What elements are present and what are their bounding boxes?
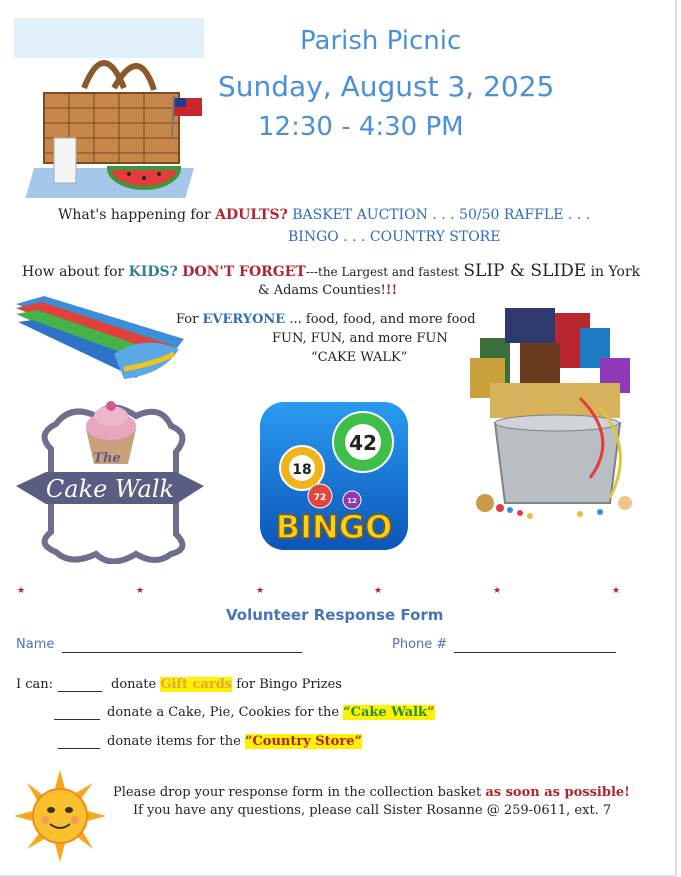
kids-mid: ---the Largest and fastest — [305, 265, 459, 279]
footer-contact: If you have any questions, please call Sister Rosanne @ 259-0611, ext. 7 — [133, 803, 612, 818]
picnic-basket-icon — [14, 18, 214, 198]
adults-emphasis: ADULTS? — [215, 207, 288, 223]
adults-line-1 — [58, 207, 590, 223]
event-time: 12:30 - 4:30 PM — [258, 112, 464, 142]
divider-star: ★ — [256, 586, 265, 596]
opt2-pre: donate a Cake, Pie, Cookies for the — [107, 705, 340, 720]
divider-star: ★ — [17, 586, 26, 596]
everyone-line-1 — [176, 312, 476, 327]
slip-slide-icon — [14, 294, 186, 384]
adults-activities-1: BASKET AUCTION . . . 50/50 RAFFLE . . . — [292, 207, 591, 223]
gift-cards-blank[interactable] — [58, 690, 102, 692]
cake-walk-blank[interactable] — [54, 718, 100, 720]
slip-and-slide: SLIP & SLIDE — [463, 261, 587, 281]
opt3-pre: donate items for the — [107, 734, 241, 749]
kids-line-1 — [22, 261, 640, 281]
i-can-label: I can: — [16, 677, 54, 692]
cake-walk-highlight: “Cake Walk” — [343, 705, 435, 720]
bingo-logo — [258, 400, 410, 552]
gift-basket-icon — [460, 298, 640, 528]
opt1-pre: donate — [111, 677, 157, 692]
event-date: Sunday, August 3, 2025 — [218, 70, 555, 103]
cake-walk-logo — [16, 394, 206, 564]
option-cake-walk — [107, 705, 435, 720]
country-store-blank[interactable] — [58, 747, 100, 749]
opt1-post: for Bingo Prizes — [236, 677, 342, 692]
sun-icon — [12, 768, 108, 864]
bingo-word: BINGO — [275, 508, 393, 546]
country-store-highlight: “Country Store” — [244, 734, 362, 749]
adults-activities-2: BINGO . . . COUNTRY STORE — [288, 229, 501, 245]
bingo-ball-42: 42 — [349, 431, 377, 455]
everyone-cake-walk: “CAKE WALK” — [311, 350, 408, 365]
name-label: Name — [16, 637, 55, 652]
kids-prefix: How about for — [22, 264, 125, 280]
kids-in: in York — [590, 264, 641, 280]
bingo-ball-18: 18 — [292, 462, 312, 478]
bingo-ball-72: 72 — [313, 493, 327, 503]
kids-emphasis: KIDS? — [128, 264, 178, 280]
kids-line-2 — [258, 283, 397, 298]
phone-label: Phone # — [392, 637, 448, 652]
phone-field[interactable] — [454, 651, 616, 653]
everyone-fun: FUN, FUN, and more FUN — [272, 331, 448, 346]
event-title: Parish Picnic — [300, 26, 462, 56]
kids-exclaim: !! — [385, 283, 398, 298]
adults-prefix: What's happening for — [58, 207, 211, 223]
footer-asap: as soon as possible! — [485, 785, 630, 800]
bingo-ball-12: 12 — [347, 497, 357, 505]
cake-walk-the: The — [93, 451, 121, 466]
kids-counties: & Adams Counties! — [258, 283, 386, 298]
everyone-food: ... food, food, and more food — [289, 312, 476, 327]
footer-instructions: Please drop your response form in the collection basket — [113, 785, 482, 800]
divider-star: ★ — [374, 586, 383, 596]
gift-cards-highlight: Gift cards — [160, 677, 233, 692]
divider-star: ★ — [612, 586, 621, 596]
cake-walk-name: Cake Walk — [45, 475, 175, 503]
name-field[interactable] — [62, 651, 302, 653]
footer-line-1 — [113, 785, 630, 800]
form-title: Volunteer Response Form — [226, 606, 444, 624]
everyone-prefix: For — [176, 312, 199, 327]
option-country-store — [107, 734, 362, 749]
everyone-emphasis: EVERYONE — [202, 312, 286, 327]
divider-star: ★ — [136, 586, 145, 596]
option-gift-cards — [111, 677, 342, 692]
divider-star: ★ — [493, 586, 502, 596]
dont-forget: DON'T FORGET — [182, 264, 306, 280]
